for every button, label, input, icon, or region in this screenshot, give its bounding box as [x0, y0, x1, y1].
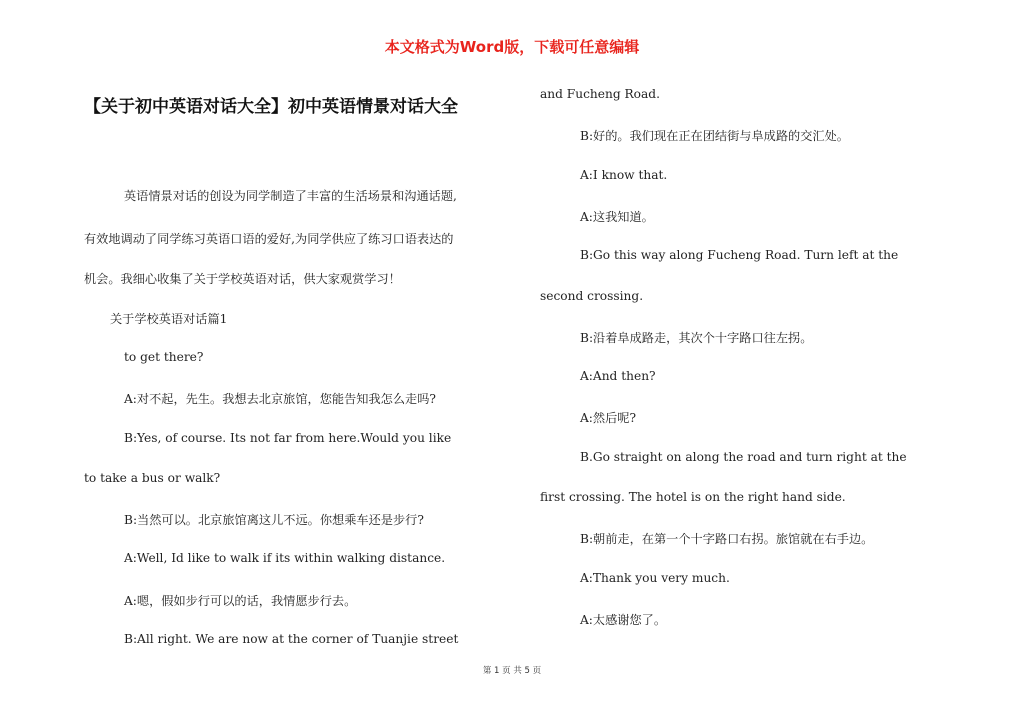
dialogue-line: to take a bus or walk?	[84, 471, 221, 485]
document-title: 【关于初中英语对话大全】初中英语情景对话大全	[84, 97, 458, 117]
dialogue-line: to get there?	[124, 350, 204, 364]
dialogue-line: B:当然可以。北京旅馆离这儿不远。你想乘车还是步行?	[124, 513, 424, 527]
dialogue-line: A:太感谢您了。	[580, 613, 667, 627]
dialogue-line: A:对不起，先生。我想去北京旅馆，您能告知我怎么走吗?	[124, 392, 436, 406]
paragraph-line: 英语情景对话的创设为同学制造了丰富的生活场景和沟通话题,	[124, 189, 457, 203]
dialogue-line: B:沿着阜成路走，其次个十字路口往左拐。	[580, 331, 813, 345]
format-banner: 本文格式为Word版，下载可任意编辑	[384, 38, 640, 56]
dialogue-line: B:Yes, of course. Its not far from here.Would you like	[124, 431, 452, 445]
section-heading: 关于学校英语对话篇1	[110, 312, 228, 326]
dialogue-line: A:I know that.	[580, 168, 668, 182]
dialogue-line: first crossing. The hotel is on the right hand side.	[540, 490, 846, 504]
dialogue-line: B:朝前走，在第一个十字路口右拐。旅馆就在右手边。	[580, 532, 874, 546]
dialogue-line: A:这我知道。	[580, 210, 654, 224]
dialogue-line: A:Well, Id like to walk if its within walking distance.	[124, 551, 446, 565]
paragraph-line: 有效地调动了同学练习英语口语的爱好,为同学供应了练习口语表达的	[84, 232, 454, 246]
dialogue-line: B:Go this way along Fucheng Road. Turn left at the	[580, 248, 899, 262]
dialogue-line: B:All right. We are now at the corner of Tuanjie street	[124, 632, 459, 646]
dialogue-line: B:好的。我们现在正在团结街与阜成路的交汇处。	[580, 129, 849, 143]
dialogue-line: A:And then?	[580, 369, 656, 383]
dialogue-line: B.Go straight on along the road and turn right at the	[580, 450, 907, 464]
dialogue-line: A:Thank you very much.	[580, 571, 730, 585]
page-number: 第 1 页 共 5 页	[482, 666, 542, 676]
dialogue-line: second crossing.	[540, 289, 644, 303]
dialogue-line: and Fucheng Road.	[540, 87, 660, 101]
dialogue-line: A:然后呢?	[580, 411, 637, 425]
paragraph-line: 机会。我细心收集了关于学校英语对话，供大家观赏学习！	[84, 272, 401, 286]
dialogue-line: A:嗯，假如步行可以的话，我情愿步行去。	[124, 594, 357, 608]
